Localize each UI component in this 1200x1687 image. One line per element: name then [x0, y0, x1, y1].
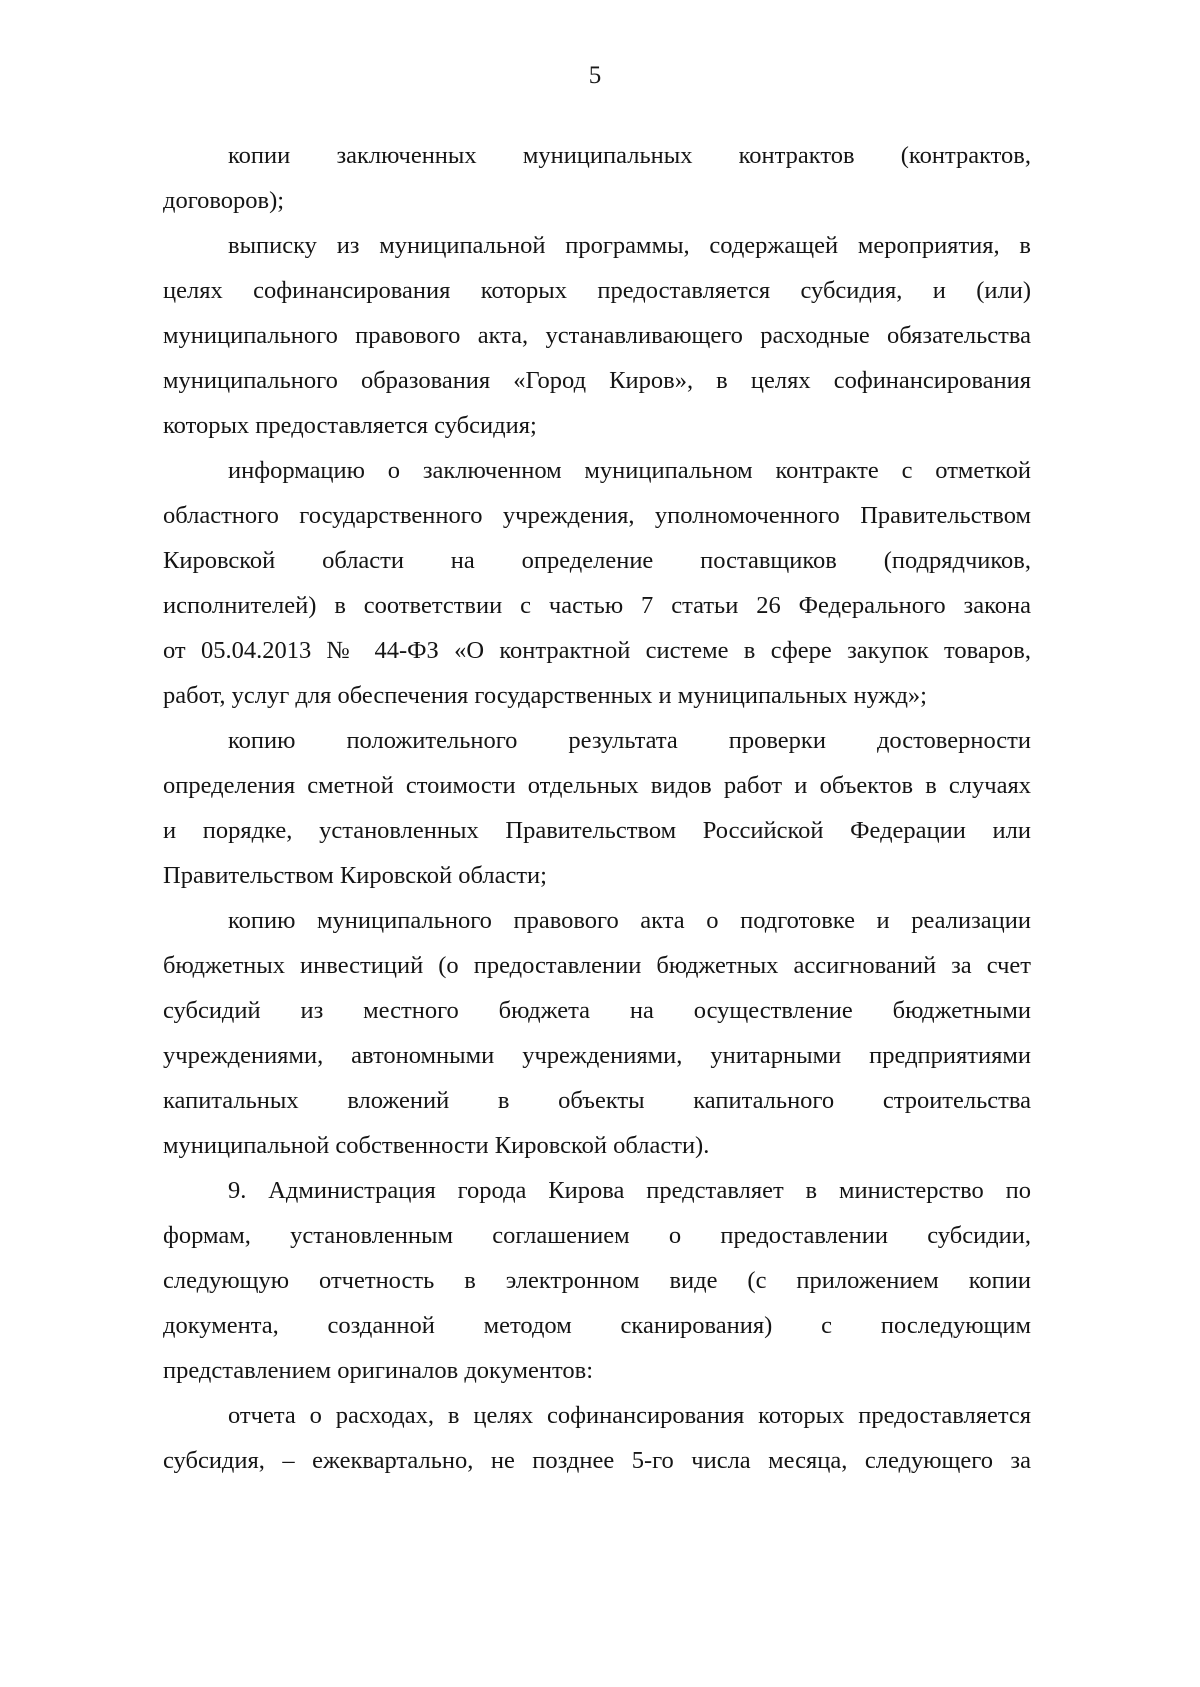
- document-body: [163, 133, 1031, 1483]
- text-line: субсидий из местного бюджета на осуществление бюджетными: [163, 997, 1031, 1024]
- text-line: исполнителей) в соответствии с частью 7 статьи 26 Федерального закона: [163, 592, 1031, 619]
- text-line: от 05.04.2013 № 44-ФЗ «О контрактной системе в сфере закупок товаров,: [163, 637, 1031, 664]
- text-line: учреждениями, автономными учреждениями, унитарными предприятиями: [163, 1042, 1031, 1069]
- text-line: муниципального правового акта, устанавливающего расходные обязательства: [163, 322, 1031, 349]
- text-line: и порядке, установленных Правительством Российской Федерации или: [163, 817, 1031, 844]
- paragraph: [163, 448, 1031, 718]
- text-line: целях софинансирования которых предоставляется субсидия, и (или): [163, 277, 1031, 304]
- paragraph: [163, 898, 1031, 1168]
- paragraph: [163, 133, 1031, 223]
- text-line: копию муниципального правового акта о подготовке и реализации: [228, 907, 1031, 934]
- text-line: которых предоставляется субсидия;: [163, 412, 537, 439]
- text-line: муниципальной собственности Кировской области).: [163, 1132, 710, 1159]
- text-line: 9. Администрация города Кирова представляет в министерство по: [228, 1177, 1031, 1204]
- text-line: Правительством Кировской области;: [163, 862, 547, 889]
- paragraph: [163, 223, 1031, 448]
- text-line: муниципального образования «Город Киров», в целях софинансирования: [163, 367, 1031, 394]
- text-line: субсидия, – ежеквартально, не позднее 5-го числа месяца, следующего за: [163, 1447, 1031, 1474]
- paragraph: [163, 1393, 1031, 1483]
- text-line: следующую отчетность в электронном виде (с приложением копии: [163, 1267, 1031, 1294]
- text-line: работ, услуг для обеспечения государственных и муниципальных нужд»;: [163, 682, 927, 709]
- text-line: формам, установленным соглашением о предоставлении субсидии,: [163, 1222, 1031, 1249]
- text-line: Кировской области на определение поставщиков (подрядчиков,: [163, 547, 1031, 574]
- text-line: копии заключенных муниципальных контрактов (контрактов,: [228, 142, 1031, 169]
- text-line: копию положительного результата проверки достоверности: [228, 727, 1031, 754]
- text-line: областного государственного учреждения, уполномоченного Правительством: [163, 502, 1031, 529]
- text-line: отчета о расходах, в целях софинансирования которых предоставляется: [228, 1402, 1031, 1429]
- text-line: представлением оригиналов документов:: [163, 1357, 594, 1384]
- text-line: документа, созданной методом сканирования) с последующим: [163, 1312, 1031, 1339]
- page-number: 5: [588, 62, 602, 89]
- text-line: бюджетных инвестиций (о предоставлении бюджетных ассигнований за счет: [163, 952, 1031, 979]
- text-line: информацию о заключенном муниципальном контракте с отметкой: [228, 457, 1031, 484]
- paragraph: [163, 718, 1031, 898]
- text-line: капитальных вложений в объекты капитального строительства: [163, 1087, 1031, 1114]
- text-line: определения сметной стоимости отдельных видов работ и объектов в случаях: [163, 772, 1031, 799]
- paragraph: [163, 1168, 1031, 1393]
- text-line: договоров);: [163, 187, 285, 214]
- text-line: выписку из муниципальной программы, содержащей мероприятия, в: [228, 232, 1031, 259]
